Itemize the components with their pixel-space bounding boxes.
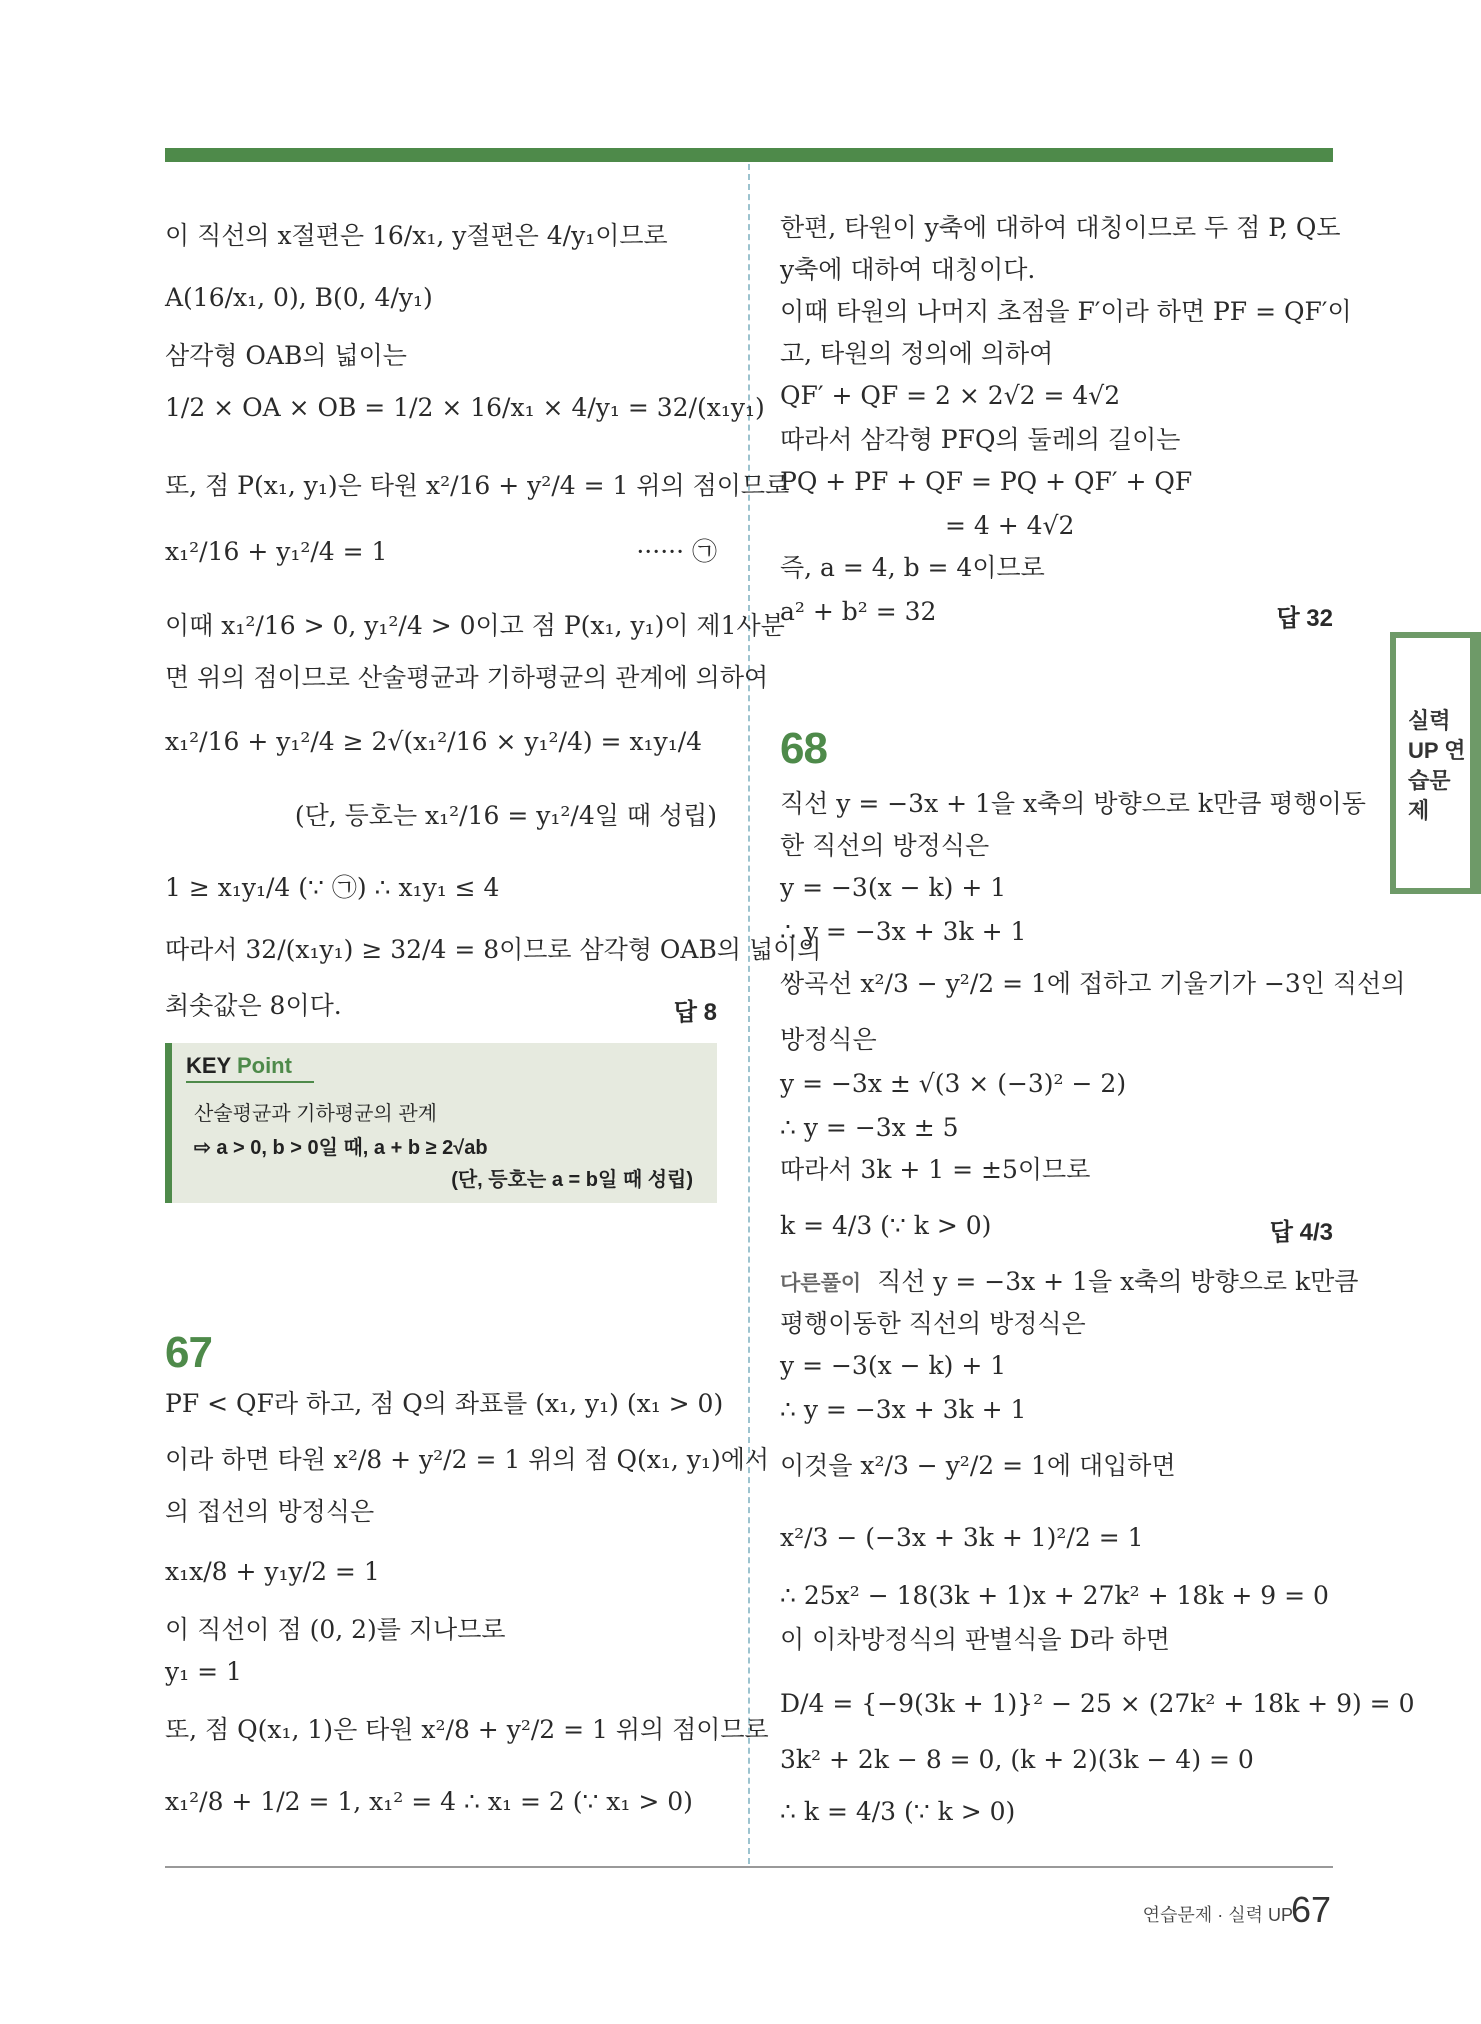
key-point-box [165, 1043, 717, 1203]
text-line: 따라서 3k + 1 = ±5이므로 [780, 1155, 1091, 1184]
text-line: 이 직선의 x절편은 16/x₁, y절편은 4/y₁이므로 [165, 221, 668, 250]
math-line: y = −3(x − k) + 1 [780, 873, 1007, 902]
text-line: 따라서 삼각형 PFQ의 둘레의 길이는 [780, 425, 1181, 454]
math-line: y = −3x ± √(3 × (−3)² − 2) [780, 1069, 1127, 1098]
key-point-title: KEY Point [186, 1053, 292, 1078]
equation-marker: ······ ㉠ [636, 537, 717, 566]
math-line: a² + b² = 32 [780, 597, 937, 626]
math-line: x²/3 − (−3x + 3k + 1)²/2 = 1 [780, 1523, 1144, 1552]
math-line: k = 4/3 (∵ k > 0) [780, 1211, 992, 1240]
answer-label: 답 4/3 [1269, 1219, 1333, 1246]
text-line: 한 직선의 방정식은 [780, 831, 990, 860]
condition-note: (단, 등호는 x₁²/16 = y₁²/4일 때 성립) [294, 801, 717, 830]
text-line: y축에 대하여 대칭이다. [780, 255, 1036, 284]
text-line: 쌍곡선 x²/3 − y²/2 = 1에 접하고 기울기가 −3인 직선의 [780, 969, 1406, 998]
math-line: ∴ y = −3x ± 5 [780, 1113, 959, 1142]
text-line: 또, 점 P(x₁, y₁)은 타원 x²/16 + y²/4 = 1 위의 점이므로 [165, 471, 790, 500]
math-line: ∴ y = −3x + 3k + 1 [780, 1395, 1027, 1424]
text-line: 또, 점 Q(x₁, 1)은 타원 x²/8 + y²/2 = 1 위의 점이므로 [165, 1715, 769, 1744]
footer-section-label: 연습문제 · 실력 UP [1142, 1905, 1293, 1925]
side-tab-inner [1394, 638, 1470, 888]
alt-solution-first-line: 다른풀이 직선 y = −3x + 1을 x축의 방향으로 k만큼 [780, 1267, 1359, 1296]
page-number: 67 [1290, 1889, 1331, 1930]
text-line: 고, 타원의 정의에 의하여 [780, 339, 1054, 368]
text-line: 이때 x₁²/16 > 0, y₁²/4 > 0이고 점 P(x₁, y₁)이 제1사분 [165, 611, 785, 640]
text-line: 직선 y = −3x + 1을 x축의 방향으로 k만큼 평행이동 [780, 789, 1366, 818]
math-line: ∴ y = −3x + 3k + 1 [780, 917, 1027, 946]
text-line: 즉, a = 4, b = 4이므로 [780, 553, 1045, 582]
text-line: 한편, 타원이 y축에 대하여 대칭이므로 두 점 P, Q도 [780, 213, 1341, 242]
text-line: 방정식은 [780, 1025, 877, 1054]
key-point-line: (단, 등호는 a = b일 때 성립) [451, 1169, 693, 1191]
text-line: 이 이차방정식의 판별식을 D라 하면 [780, 1625, 1170, 1654]
math-line: 1/2 × OA × OB = 1/2 × 16/x₁ × 4/y₁ = 32/(x₁y₁) [165, 393, 765, 422]
answer-label: 답 8 [673, 999, 717, 1026]
math-line: PQ + PF + QF = PQ + QF′ + QF [780, 467, 1193, 496]
math-line: QF′ + QF = 2 × 2√2 = 4√2 [780, 381, 1121, 410]
math-line: = 4 + 4√2 [945, 511, 1075, 540]
side-tab-label: 실력 UP 연습문제 [1408, 708, 1466, 823]
answer-label: 답 32 [1276, 605, 1333, 632]
key-point-line: 산술평균과 기하평균의 관계 [194, 1103, 437, 1125]
top-green-bar [165, 148, 1333, 162]
math-line: x₁²/16 + y₁²/4 ≥ 2√(x₁²/16 × y₁²/4) = x₁y₁/4 [165, 727, 703, 756]
text-line: 이것을 x²/3 − y²/2 = 1에 대입하면 [780, 1451, 1176, 1480]
math-line: ∴ 25x² − 18(3k + 1)x + 27k² + 18k + 9 = 0 [780, 1581, 1329, 1610]
text-line: 삼각형 OAB의 넓이는 [165, 341, 407, 370]
side-tab [1390, 632, 1481, 894]
text-line: PF < QF라 하고, 점 Q의 좌표를 (x₁, y₁) (x₁ > 0) [165, 1389, 724, 1418]
text-line: 의 접선의 방정식은 [165, 1497, 375, 1526]
problem-number: 68 [780, 724, 827, 773]
math-line: 1 ≥ x₁y₁/4 (∵ ㉠) ∴ x₁y₁ ≤ 4 [165, 873, 500, 902]
text-line: 최솟값은 8이다. [165, 991, 342, 1020]
math-line: y = −3(x − k) + 1 [780, 1351, 1007, 1380]
key-point-underline [186, 1081, 314, 1083]
text-line: 이라 하면 타원 x²/8 + y²/2 = 1 위의 점 Q(x₁, y₁)에서 [165, 1445, 770, 1474]
math-line: x₁²/16 + y₁²/4 = 1 [165, 537, 388, 566]
text-line: 면 위의 점이므로 산술평균과 기하평균의 관계에 의하여 [165, 663, 769, 692]
text-line: 따라서 32/(x₁y₁) ≥ 32/4 = 8이므로 삼각형 OAB의 넓이의 [165, 935, 822, 964]
math-line: y₁ = 1 [165, 1657, 242, 1686]
math-line: x₁²/8 + 1/2 = 1, x₁² = 4 ∴ x₁ = 2 (∵ x₁ > 0) [165, 1787, 693, 1816]
math-line: x₁x/8 + y₁y/2 = 1 [165, 1557, 380, 1586]
text-line: 이때 타원의 나머지 초점을 F′이라 하면 PF = QF′이 [780, 297, 1352, 326]
bottom-rule [165, 1866, 1333, 1868]
key-point-line: ⇨ a > 0, b > 0일 때, a + b ≥ 2√ab [194, 1137, 488, 1159]
text-line: A(16/x₁, 0), B(0, 4/y₁) [165, 283, 433, 312]
math-line: D/4 = {−9(3k + 1)}² − 25 × (27k² + 18k + 9) = 0 [780, 1689, 1415, 1718]
text-line: 이 직선이 점 (0, 2)를 지나므로 [165, 1615, 506, 1644]
text-line: 평행이동한 직선의 방정식은 [780, 1309, 1086, 1338]
problem-number: 67 [165, 1328, 212, 1377]
alt-solution-label: 다른풀이 [780, 1272, 862, 1295]
math-line: ∴ k = 4/3 (∵ k > 0) [780, 1797, 1016, 1826]
math-line: 3k² + 2k − 8 = 0, (k + 2)(3k − 4) = 0 [780, 1745, 1254, 1774]
